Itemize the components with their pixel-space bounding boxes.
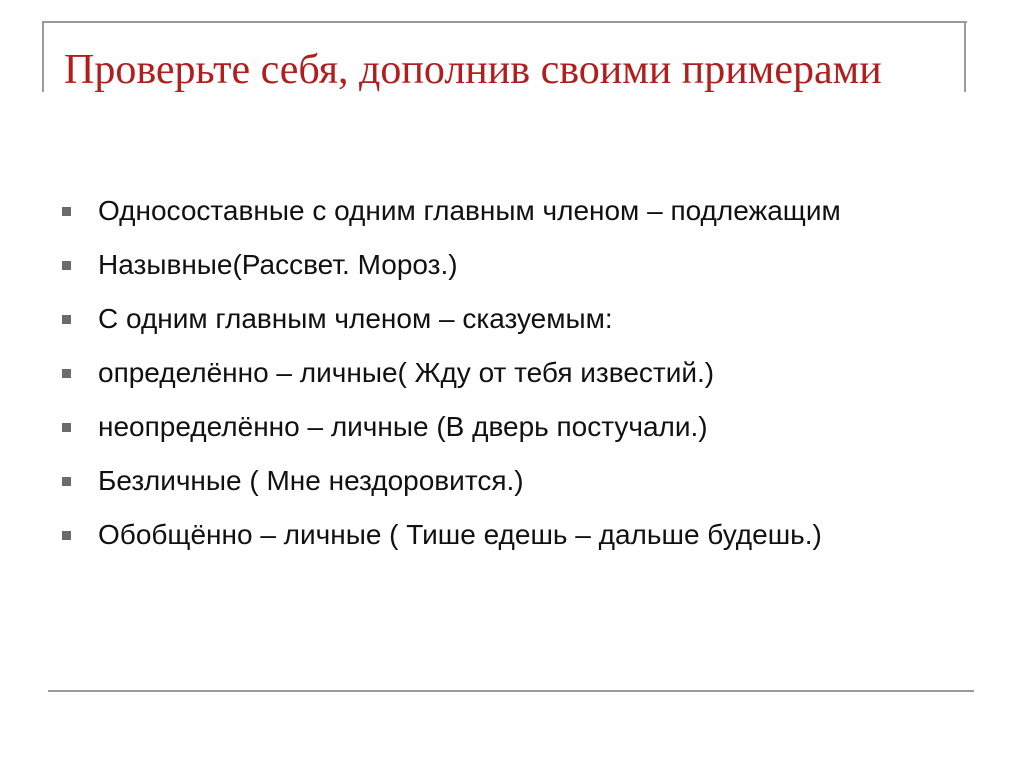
- square-bullet-icon: [62, 477, 71, 486]
- list-item: [60, 352, 940, 394]
- bullet-text: Безличные ( Мне нездоровится.): [98, 465, 524, 496]
- bullet-text: определённо – личные( Жду от тебя известий.): [98, 357, 715, 388]
- list-item: [60, 460, 940, 502]
- top-rule: [42, 21, 967, 23]
- slide-title: Проверьте себя, дополнив своими примерами: [64, 47, 882, 93]
- list-item: [60, 190, 940, 232]
- list-item: [60, 244, 940, 286]
- list-item: [60, 298, 940, 340]
- square-bullet-icon: [62, 531, 71, 540]
- bullet-list: [60, 190, 940, 568]
- bullet-text: Назывные(Рассвет. Мороз.): [98, 249, 458, 280]
- bullet-text: С одним главным членом – сказуемым:: [98, 303, 613, 334]
- bottom-rule: [48, 690, 974, 692]
- square-bullet-icon: [62, 207, 71, 216]
- bullet-text: неопределённо – личные (В дверь постучали.): [98, 411, 708, 442]
- list-item: [60, 514, 940, 556]
- bullet-text: Односоставные с одним главным членом – подлежащим: [98, 195, 841, 226]
- right-rule: [964, 21, 966, 92]
- square-bullet-icon: [62, 423, 71, 432]
- bullet-text: Обобщённо – личные ( Тише едешь – дальше будешь.): [98, 519, 822, 550]
- left-rule: [42, 21, 44, 92]
- square-bullet-icon: [62, 315, 71, 324]
- square-bullet-icon: [62, 261, 71, 270]
- square-bullet-icon: [62, 369, 71, 378]
- list-item: [60, 406, 940, 448]
